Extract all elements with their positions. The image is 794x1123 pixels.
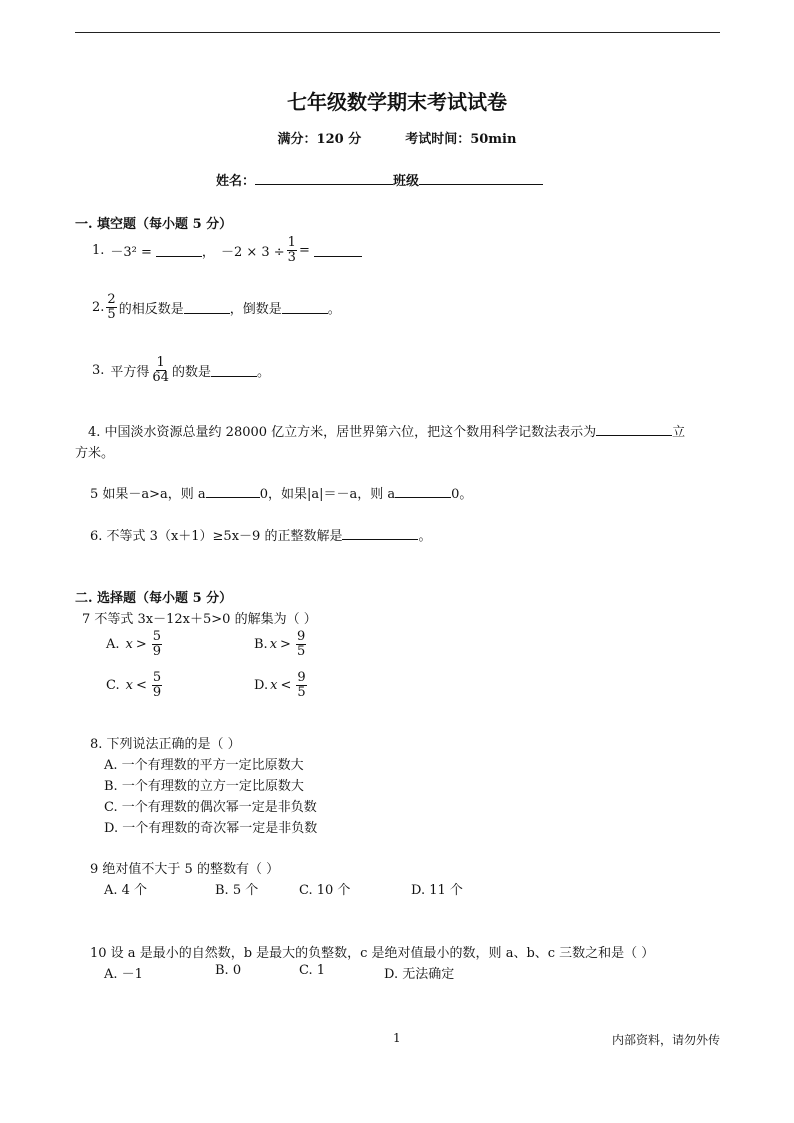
question-number: 2. xyxy=(92,299,105,315)
variable: x xyxy=(270,677,278,693)
expression: －3² = xyxy=(110,244,152,260)
answer-blank[interactable] xyxy=(342,526,418,540)
option-7b[interactable] xyxy=(254,630,308,658)
denominator: 5 xyxy=(296,643,306,659)
question-text: 6. 不等式 3（x＋1）≥5x－9 的正整数解是 xyxy=(90,529,343,544)
option-label: B. xyxy=(254,636,268,652)
question-text: 平方得 xyxy=(110,364,150,380)
question-text: 0。 xyxy=(451,487,473,502)
separator: ， xyxy=(201,244,215,260)
option-10a[interactable]: A. －1 xyxy=(104,967,143,982)
question-number: 3. xyxy=(92,362,105,378)
answer-blank[interactable] xyxy=(206,484,260,498)
option-8b[interactable]: B. 一个有理数的立方一定比原数大 xyxy=(104,779,304,794)
fraction xyxy=(151,356,170,384)
answer-blank[interactable] xyxy=(596,422,672,436)
question-4 xyxy=(88,421,685,440)
question-text: 的数是 xyxy=(171,364,211,380)
question-text: ，倒数是 xyxy=(229,301,282,317)
page-number: 1 xyxy=(393,1031,401,1045)
operator: > xyxy=(280,636,291,652)
numerator: 1 xyxy=(156,355,165,370)
question-number: 1. xyxy=(92,242,105,258)
confidential-note: 内部资料，请勿外传 xyxy=(612,1033,721,1047)
denominator: 3 xyxy=(287,249,296,265)
option-7c[interactable] xyxy=(106,671,164,699)
question-text: 0，如果|a|＝－a，则 a xyxy=(259,487,396,502)
option-9c[interactable]: C. 10 个 xyxy=(299,883,351,898)
option-10d[interactable]: D. 无法确定 xyxy=(384,967,455,982)
question-text: 5 如果－a>a，则 a xyxy=(90,487,206,502)
equals-sign: = xyxy=(298,242,310,258)
denominator: 5 xyxy=(107,306,116,322)
numerator: 5 xyxy=(152,670,162,685)
option-10c[interactable]: C. 1 xyxy=(299,963,326,978)
name-label: 姓名： xyxy=(216,174,256,189)
option-7a[interactable] xyxy=(106,630,164,658)
answer-blank[interactable] xyxy=(211,363,257,377)
denominator: 5 xyxy=(297,684,306,700)
question-text: 的相反数是 xyxy=(118,301,184,317)
operator: < xyxy=(280,677,292,693)
numerator: 9 xyxy=(297,670,306,685)
option-10b[interactable]: B. 0 xyxy=(215,963,242,978)
question-text: 4. 中国淡水资源总量约 28000 亿立方米，居世界第六位，把这个数用科学记数法表示为 xyxy=(88,425,597,440)
option-8c[interactable]: C. 一个有理数的偶次幂一定是非负数 xyxy=(104,800,317,815)
name-field[interactable] xyxy=(255,171,393,185)
option-label: C. xyxy=(106,677,120,693)
punctuation: 。 xyxy=(418,529,432,544)
question-1 xyxy=(92,236,362,264)
operator: < xyxy=(135,677,147,693)
numerator: 5 xyxy=(152,629,162,644)
operator: > xyxy=(135,636,147,652)
question-10-stem: 10 设 a 是最小的自然数，b 是最大的负整数，c 是绝对值最小的数，则 a、b、c 三数之和是（ ） xyxy=(90,946,655,961)
option-label: A. xyxy=(106,636,120,652)
option-9a[interactable]: A. 4 个 xyxy=(104,883,148,898)
fraction xyxy=(152,630,162,658)
question-4-continued: 方米。 xyxy=(75,446,115,461)
fraction xyxy=(106,293,116,321)
question-5 xyxy=(90,483,472,502)
answer-blank[interactable] xyxy=(156,243,202,257)
question-8-stem: 8. 下列说法正确的是（ ） xyxy=(90,737,241,752)
fraction xyxy=(287,236,297,264)
fraction xyxy=(296,671,306,699)
variable: x xyxy=(269,636,278,652)
exam-meta xyxy=(0,128,794,147)
section-heading-fill-in: 一. 填空题（每小题 5 分） xyxy=(75,217,233,232)
full-score: 满分：120 分 xyxy=(277,132,362,147)
fraction xyxy=(296,630,306,658)
student-info xyxy=(216,170,543,189)
punctuation: 。 xyxy=(256,364,270,380)
fraction xyxy=(152,671,162,699)
punctuation: 。 xyxy=(327,301,341,317)
question-3 xyxy=(92,356,270,384)
expression: －2 × 3 ÷ xyxy=(220,244,285,260)
exam-time: 考试时间：50min xyxy=(405,132,517,147)
option-8d[interactable]: D. 一个有理数的奇次幂一定是非负数 xyxy=(104,821,318,836)
answer-blank[interactable] xyxy=(282,300,328,314)
option-9d[interactable]: D. 11 个 xyxy=(411,883,463,898)
question-7-stem: 7 不等式 3x－12x＋5>0 的解集为（ ） xyxy=(82,612,317,627)
option-9b[interactable]: B. 5 个 xyxy=(215,883,259,898)
question-6 xyxy=(90,525,431,544)
numerator: 2 xyxy=(107,292,116,307)
question-9-stem: 9 绝对值不大于 5 的整数有（ ） xyxy=(90,862,280,877)
denominator: 9 xyxy=(152,684,162,700)
option-8a[interactable]: A. 一个有理数的平方一定比原数大 xyxy=(104,758,304,773)
variable: x xyxy=(125,677,133,693)
variable: x xyxy=(125,636,133,652)
option-7d[interactable] xyxy=(254,671,309,699)
answer-blank[interactable] xyxy=(184,300,230,314)
section-heading-multiple-choice: 二. 选择题（每小题 5 分） xyxy=(75,591,233,606)
question-2 xyxy=(92,293,341,321)
answer-blank[interactable] xyxy=(314,243,362,257)
numerator: 1 xyxy=(287,235,296,250)
denominator: 64 xyxy=(152,369,169,385)
option-label: D. xyxy=(254,677,269,693)
class-field[interactable] xyxy=(419,171,543,185)
class-label: 班级 xyxy=(393,174,420,189)
denominator: 9 xyxy=(152,643,162,659)
page-title: 七年级数学期末考试试卷 xyxy=(287,90,507,114)
answer-blank[interactable] xyxy=(395,484,451,498)
header-rule xyxy=(75,32,720,33)
numerator: 9 xyxy=(296,629,306,644)
question-text: 立 xyxy=(672,425,686,440)
